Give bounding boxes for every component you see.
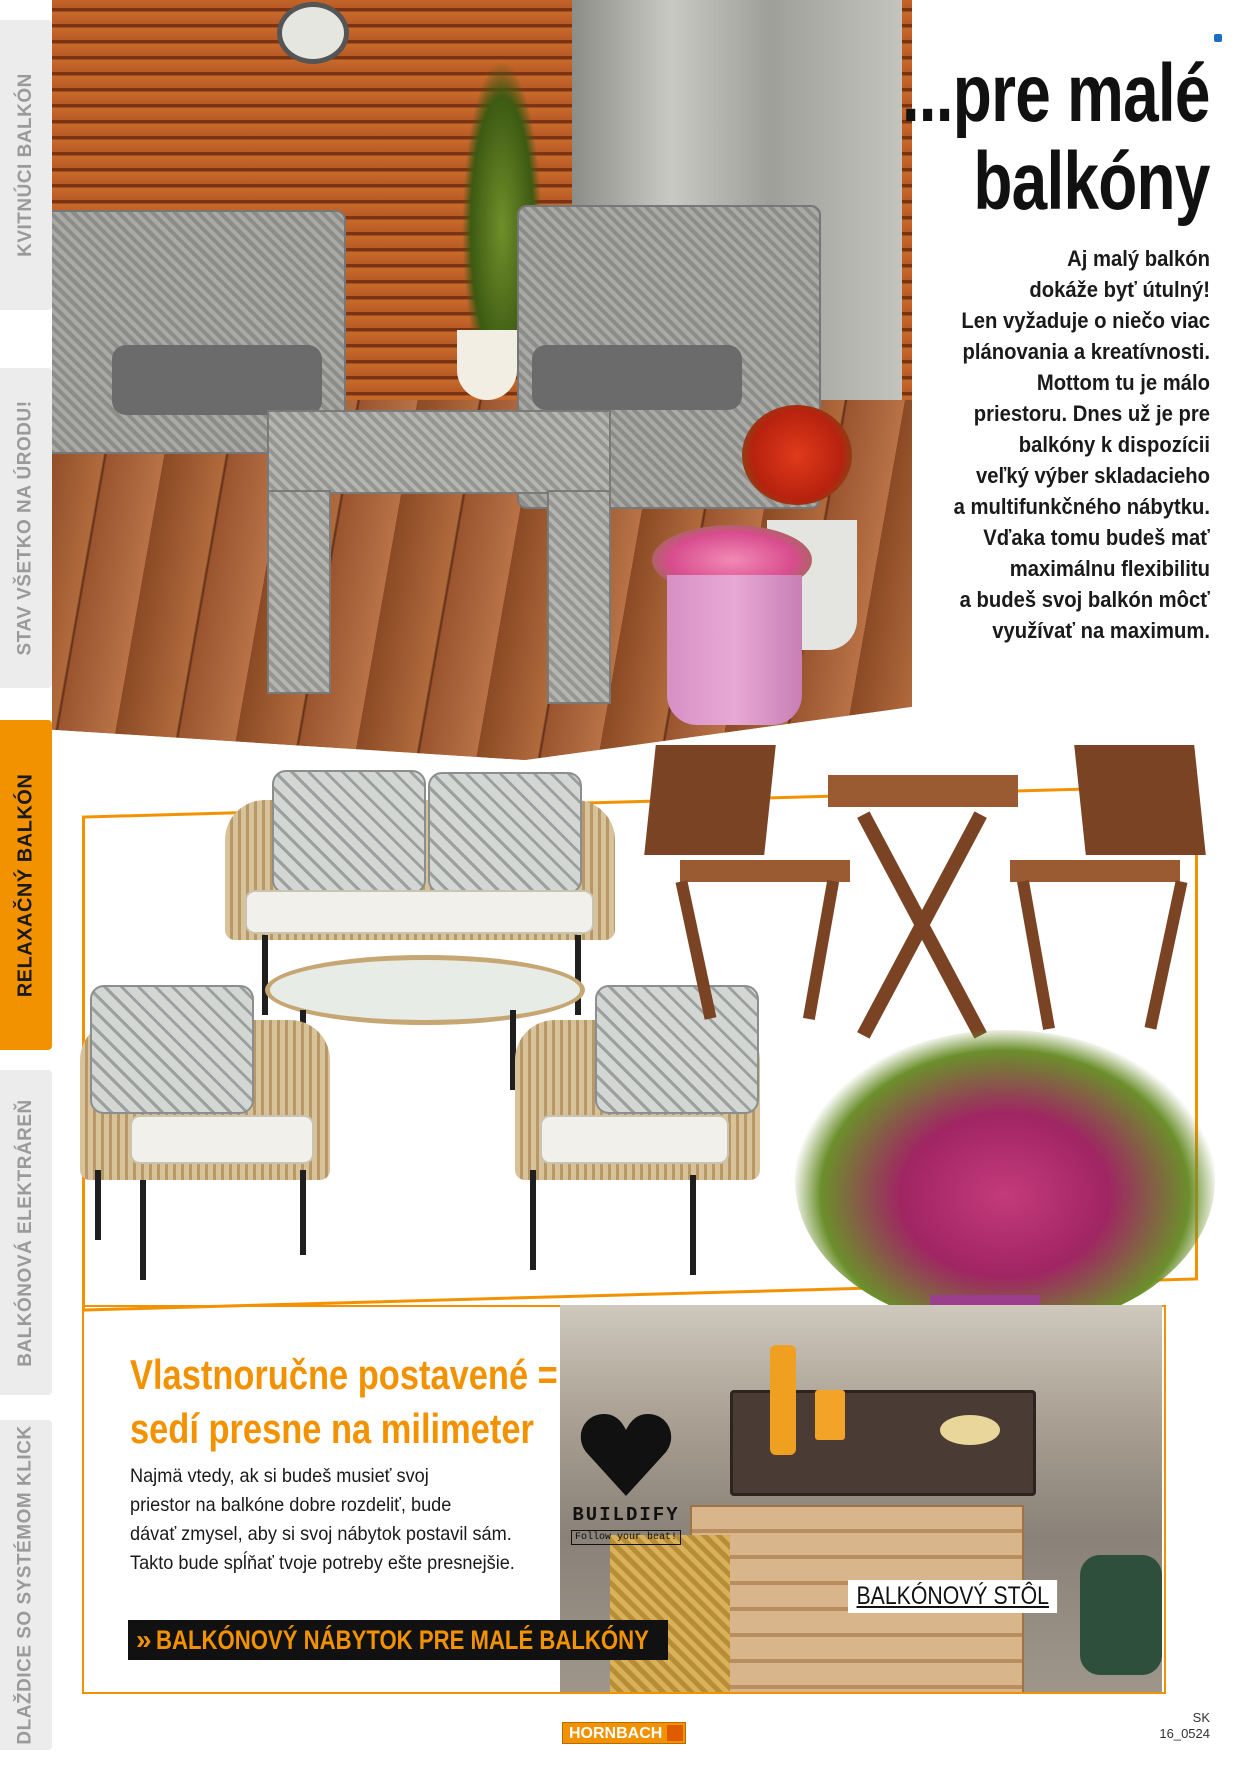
diy-title-line-2: sedí presne na milimeter xyxy=(130,1405,534,1452)
armchair-leg xyxy=(95,1170,101,1240)
intro-line: dokáže byť útulný! xyxy=(1029,277,1210,302)
armchair-leg xyxy=(300,1170,306,1255)
folding-table-top xyxy=(828,775,1018,807)
tab-label: RELAXAČNÝ BALKÓN xyxy=(14,773,37,997)
tab-label: DLAŽDICE SO SYSTÉMOM KLICK xyxy=(15,1425,36,1745)
diy-title xyxy=(130,1348,589,1456)
diy-text-line: priestor na balkóne dobre rozdeliť, bude xyxy=(130,1494,452,1516)
folding-chair-seat xyxy=(1010,860,1180,882)
page-code: 16_0524 xyxy=(1159,1726,1210,1741)
buildify-tagline: Follow your beat! xyxy=(571,1530,681,1545)
seat-cushion xyxy=(112,345,322,415)
diy-text-line: dávať zmysel, aby si svoj nábytok postavil sám. xyxy=(130,1523,512,1545)
armchair-leg xyxy=(690,1175,696,1275)
country-code: SK xyxy=(1192,1710,1210,1725)
intro-text xyxy=(879,243,1210,646)
intro-line: priestoru. Dnes už je pre xyxy=(973,401,1210,426)
green-cushion xyxy=(1080,1555,1162,1675)
heart-icon xyxy=(580,1412,672,1498)
sofa-pillow xyxy=(272,770,426,894)
sofa-leg xyxy=(262,935,268,1015)
hornbach-logo xyxy=(562,1722,686,1744)
buildify-name: BUILDIFY xyxy=(572,1504,680,1526)
sidebar-tabs xyxy=(0,0,52,1768)
seat-cushion xyxy=(532,345,742,410)
snack-bowl xyxy=(940,1415,1000,1445)
sofa-seat xyxy=(245,890,594,934)
chevron-right-icon: » xyxy=(136,1624,152,1655)
tab-label: BALKÓNOVÁ ELEKTRÁREŇ xyxy=(15,1098,36,1367)
intro-line: maximálnu flexibilitu xyxy=(1009,556,1210,581)
diy-title-line-1: Vlastnoručne postavené = xyxy=(130,1351,558,1398)
diy-text-line: Takto bude spĺňať tvoje potreby ešte presnejšie. xyxy=(130,1552,515,1574)
folding-chair-back xyxy=(644,745,776,855)
juice-glass xyxy=(815,1390,845,1440)
headline-line-1: ...pre malé xyxy=(902,48,1210,139)
tab-stav-vsetko-na-urodu[interactable] xyxy=(0,368,52,688)
table-leg xyxy=(267,490,331,694)
intro-line: veľký výber skladacieho xyxy=(976,463,1210,488)
intro-line: Len vyžaduje o niečo viac xyxy=(961,308,1210,333)
banner-label: BALKÓNOVÝ NÁBYTOK PRE MALÉ BALKÓNY xyxy=(155,1624,649,1655)
intro-line: Aj malý balkón xyxy=(1067,246,1210,271)
tab-label: STAV VŠETKO NA ÚRODU! xyxy=(15,400,37,656)
page-headline xyxy=(902,50,1210,226)
corner-mark xyxy=(1214,34,1222,42)
red-flowers xyxy=(742,405,852,505)
hero-photo xyxy=(52,0,912,760)
wall-lamp xyxy=(277,2,349,64)
product-caption: BALKÓNOVÝ STÔL xyxy=(848,1580,1057,1613)
diy-text-line: Najmä vtedy, ak si budeš musieť svoj xyxy=(130,1465,429,1487)
hydrangea-plant xyxy=(795,1030,1215,1330)
armchair-seat xyxy=(540,1115,729,1164)
folding-chair-seat xyxy=(680,860,850,882)
armchair-leg xyxy=(530,1170,536,1270)
intro-line: plánovania a kreatívnosti. xyxy=(962,339,1210,364)
intro-line: Mottom tu je málo xyxy=(1036,370,1210,395)
tab-dlazdice-so-systemom-klick[interactable] xyxy=(0,1420,52,1750)
armchair-leg xyxy=(140,1180,146,1280)
intro-line: a budeš svoj balkón môcť xyxy=(959,587,1210,612)
intro-line: a multifunkčného nábytku. xyxy=(953,494,1210,519)
brand-name: HORNBACH xyxy=(569,1725,663,1742)
tab-kvitnuci-balkon[interactable] xyxy=(0,20,52,310)
sofa-leg xyxy=(575,935,581,1015)
tab-balkonova-elektraren[interactable] xyxy=(0,1070,52,1395)
sofa-pillow xyxy=(428,772,582,894)
category-banner[interactable] xyxy=(128,1620,668,1660)
intro-line: balkóny k dispozícii xyxy=(1018,432,1210,457)
buildify-logo xyxy=(566,1412,686,1562)
headline-line-2: balkóny xyxy=(973,136,1210,227)
rattan-table xyxy=(267,410,611,494)
tab-relaxacny-balkon[interactable] xyxy=(0,720,52,1050)
footer-code xyxy=(1159,1710,1210,1742)
armchair-pillow xyxy=(595,985,759,1114)
armchair-pillow xyxy=(90,985,254,1114)
folding-chair-back xyxy=(1074,745,1206,855)
table-leg xyxy=(547,490,611,704)
armchair-seat xyxy=(130,1115,314,1164)
juice-bottle xyxy=(770,1345,796,1455)
intro-line: využívať na maximum. xyxy=(992,618,1210,643)
tab-label: KVITNÚCI BALKÓN xyxy=(15,73,36,257)
intro-line: Vďaka tomu budeš mať xyxy=(983,525,1210,550)
glass-coffee-table xyxy=(265,955,585,1025)
diy-text xyxy=(130,1462,558,1578)
pink-pot xyxy=(667,575,802,725)
brand-mark-icon xyxy=(667,1725,683,1741)
plant-pot xyxy=(457,330,517,400)
